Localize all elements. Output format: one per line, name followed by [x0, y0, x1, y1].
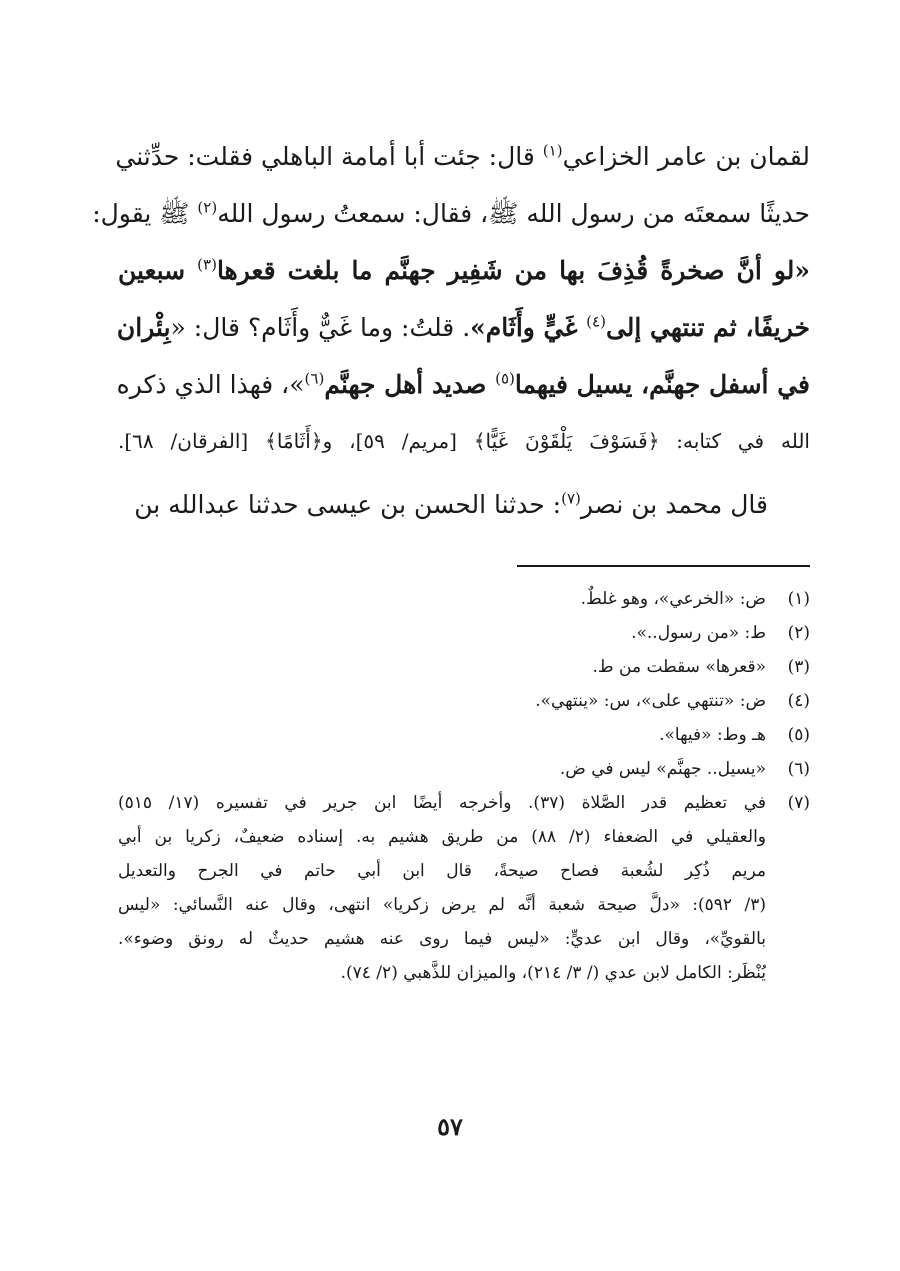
footnote-ref: (٣): [197, 255, 217, 274]
footnote-number: (٥): [787, 725, 810, 745]
footnote: [118, 718, 810, 752]
footnote-text: في تعظيم قدر الصَّلاة (٣٧). وأخرجه أيضًا ابن جرير في تفسيره (١٧/ ٥١٥): [118, 793, 766, 813]
hadith-line: خريفًا، ثم تنتهي إلى$^{(٤)}$ غَيٍّ وأَثَام». قلتُ: وما غَيٌّ وأَثَام؟ قال: «بِئْران: [116, 312, 810, 342]
footnote-number: (٣): [787, 657, 810, 677]
footnote-number: (٤): [787, 691, 810, 711]
footnote: [118, 616, 810, 650]
footnotes: [118, 582, 810, 990]
footnote-text: (٣/ ٥٩٢): «دلَّ صيحة شعبة أنَّه لم يرض زكريا» انتهى، وقال عنه النَّسائي: «ليس: [118, 895, 766, 915]
text-line: حديثًا سمعتَه من رسول الله ﷺ، فقال: سمعتُ رسول الله$^{(٢)}$ ﷺ يقول:: [92, 198, 810, 228]
footnote-ref: (١): [542, 141, 563, 160]
footnote-text: ض: «الخرعي»، وهو غلطٌ.: [580, 589, 766, 609]
text-line: قال محمد بن نصر$^{(٧)}$: حدثنا الحسن بن عيسى حدثنا عبدالله بن: [134, 489, 768, 519]
footnote-text: «يسيل.. جهنَّم» ليس في ض.: [559, 759, 766, 779]
footnote-ref: (٤): [586, 312, 606, 331]
footnote: [118, 786, 810, 990]
footnote-ref: (٦): [304, 369, 325, 388]
text-line: لقمان بن عامر الخزاعي$^{(١)}$ قال: جئت أبا أمامة الباهلي فقلت: حدِّثني: [115, 141, 810, 171]
footnote-text: مريم ذُكِر لشُعبة فصاح صيحةً، قال ابن أبي حاتم في الجرح والتعديل: [118, 861, 766, 881]
footnote-text: ط: «من رسول..».: [631, 623, 766, 643]
footnote-text: بالقويِّ»، وقال ابن عديٍّ: «ليس فيما روى عنه هشيم حديثٌ له رونق وضوء».: [118, 929, 766, 949]
footnote-number: (٧): [787, 793, 810, 813]
footnote: [118, 650, 810, 684]
footnote: [118, 684, 810, 718]
footnote-text: «قعرها» سقطت من ط.: [592, 657, 766, 677]
main-text: [92, 128, 810, 533]
footnote-number: (٢): [787, 623, 810, 643]
footnote-text: والعقيلي في الضعفاء (٢/ ٨٨) من طريق هشيم به. إسناده ضعيفٌ، زكريا بن أبي: [118, 827, 766, 847]
footnote-ref: (٢): [197, 198, 218, 217]
page-number: ٥٧: [437, 1112, 463, 1141]
footnote-separator: [517, 565, 810, 567]
hadith-line: «لو أنَّ صخرةً قُذِفَ بها من شَفِير جهنَّم ما بلغت قعرها$^{(٣)}$ سبعين: [118, 255, 810, 285]
footnote-number: (١): [787, 589, 810, 609]
footnote-text: هـ وط: «فيها».: [659, 725, 766, 745]
footnote-text: ض: «تنتهي على»، س: «ينتهي».: [535, 691, 766, 711]
footnote-text: يُنْظَر: الكامل لابن عدي (/ ٣/ ٢١٤)، والميزان للذَّهبي (٢/ ٧٤).: [340, 963, 766, 983]
footnote-ref: (٥): [495, 369, 515, 388]
quran-citation-line: الله في كتابه: ﴿فَسَوْفَ يَلْقَوْنَ غَيًّا﴾ [مريم/ ٥٩]، و﴿أَثَامًا﴾ [الفرقان/ ٦٨].: [118, 429, 810, 453]
footnote: [118, 752, 810, 786]
footnote-ref: (٧): [561, 489, 581, 508]
hadith-line: في أسفل جهنَّم، يسيل فيهما$^{(٥)}$ صديد أهل جهنَّم$^{(٦)}$»، فهذا الذي ذكره: [116, 369, 810, 399]
footnote-number: (٦): [787, 759, 810, 779]
footnote: [118, 582, 810, 616]
